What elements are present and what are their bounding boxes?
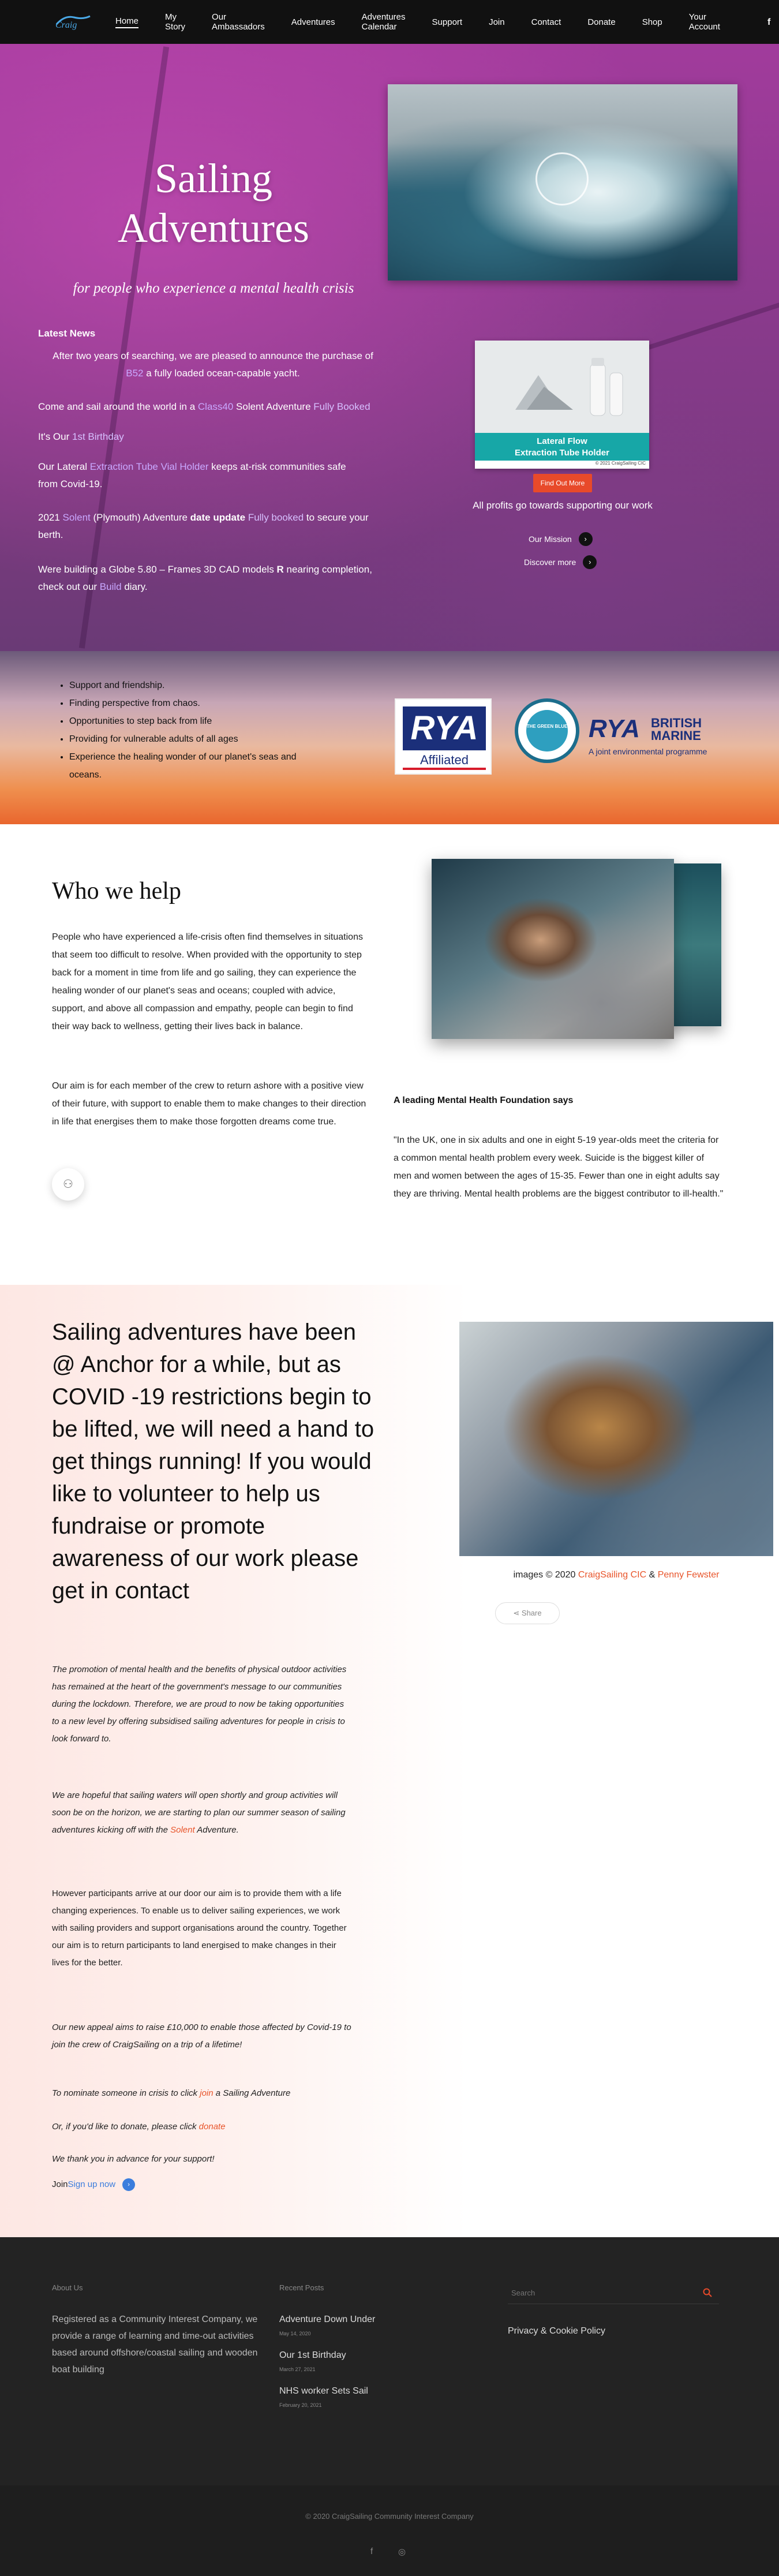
product-banner: Lateral Flow Extraction Tube Holder: [475, 433, 649, 461]
rya-british-marine-logo: RYA BRITISH MARINE A joint environmental programme: [589, 715, 707, 756]
mental-health-foundation-heading: A leading Mental Health Foundation says: [394, 1096, 574, 1105]
nav-our-ambassadors[interactable]: Our Ambassadors: [212, 12, 265, 32]
share-icon: ⋖: [513, 1609, 522, 1617]
instagram-icon[interactable]: ◎: [398, 2547, 406, 2557]
site-header: [0, 0, 779, 44]
list-item: • Finding perspective from chaos.: [69, 694, 298, 712]
footer-bottom: [0, 2485, 779, 2576]
hero-title: Sailing Adventures: [118, 155, 309, 251]
our-mission-link[interactable]: Our Mission ›: [529, 532, 593, 546]
search-input[interactable]: [510, 2288, 683, 2298]
nav-shop[interactable]: Shop: [642, 17, 662, 27]
recent-posts-heading: Recent Posts: [279, 2283, 324, 2292]
play-icon[interactable]: [535, 152, 589, 205]
volunteer-heading: Sailing adventures have been @ Anchor for a while, but as COVID -19 restrictions begin to be lifted, we will need a hand to get things running! If you would like to volunteer to help us fundraise or promote awareness of our work please get in contact: [52, 1319, 374, 1603]
svg-text:Craig: Craig: [55, 20, 77, 30]
donate-link[interactable]: donate: [199, 2122, 226, 2132]
nav-your-account[interactable]: Your Account: [688, 12, 720, 32]
first-birthday-link[interactable]: 1st Birthday: [72, 431, 124, 442]
volunteer-section: [0, 1285, 779, 2237]
list-item: • Providing for vulnerable adults of all ages: [69, 730, 298, 748]
share-button[interactable]: ⋖ Share: [495, 1602, 560, 1624]
signup-line: Join Sign up now ›: [52, 2176, 352, 2193]
arrow-right-icon: ›: [583, 555, 597, 569]
fully-booked-link-2[interactable]: Fully booked: [248, 512, 304, 523]
discover-more-link[interactable]: Discover more ›: [524, 555, 597, 569]
news-item-b52: After two years of searching, we are pleased to announce the purchase of B52 a fully loaded ocean-capable yacht.: [53, 350, 373, 379]
recent-post-link[interactable]: Our 1st Birthday: [279, 2350, 346, 2360]
search-icon[interactable]: [703, 2288, 712, 2297]
volunteer-paragraph-1: The promotion of mental health and the benefits of physical outdoor activities has remained at the heart of the government's message to our communities during the lockdown. Therefore, we are proud to now be taking opportunities to a new level by offering subsidised sailing adventures for people in crisis to look forward to.: [52, 1665, 347, 1744]
volunteer-paragraph-4: Our new appeal aims to raise £10,000 to enable those affected by Covid-19 to join the crew of CraigSailing on a trip of a lifetime!: [52, 2022, 351, 2050]
vial-holder-product-card[interactable]: [475, 341, 649, 469]
vial-holder-link[interactable]: Extraction Tube Vial Holder: [89, 461, 209, 472]
nav-adventures-calendar[interactable]: Adventures Calendar: [361, 12, 406, 32]
post-date: March 27, 2021: [279, 2366, 316, 2372]
sailor-figure-photo: [432, 859, 674, 1039]
recent-post-link[interactable]: Adventure Down Under: [279, 2315, 376, 2324]
nominate-line: To nominate someone in crisis to click join a Sailing Adventure: [52, 2088, 291, 2098]
craigsailing-credit-link[interactable]: CraigSailing CIC: [578, 1570, 647, 1580]
find-out-more-button[interactable]: Find Out More: [533, 474, 592, 492]
hero-subtitle: for people who experience a mental health crisis: [73, 281, 354, 296]
about-us-text: Registered as a Community Interest Company, we provide a range of learning and time-out activities based around offshore/coastal sailing and wooden boat building: [52, 2315, 258, 2375]
news-item-globe: Were building a Globe 5.80 – Frames 3D CAD models R nearing completion, check out our Build diary.: [38, 564, 372, 592]
recent-post-link[interactable]: NHS worker Sets Sail: [279, 2386, 368, 2396]
vial-holder-image: [475, 341, 649, 433]
list-item: • Support and friendship.: [69, 676, 298, 694]
build-link[interactable]: Build: [99, 581, 122, 592]
nav-home[interactable]: Home: [115, 16, 138, 28]
profits-statement: All profits go towards supporting our work: [473, 500, 653, 511]
arrow-right-icon[interactable]: ›: [122, 2178, 135, 2191]
nav-contact[interactable]: Contact: [531, 17, 561, 27]
arrow-right-icon: ›: [579, 532, 593, 546]
volunteer-paragraph-2: We are hopeful that sailing waters will open shortly and group activities will soon be on the horizon, we are starting to plan our summer season of sailing adventures kicking off with the Solent Adventure.: [52, 1790, 346, 1835]
fully-booked-link[interactable]: Fully Booked: [313, 401, 370, 412]
thank-you-line: We thank you in advance for your support!: [52, 2154, 215, 2164]
facebook-icon[interactable]: f: [767, 17, 771, 27]
penny-fewster-link[interactable]: Penny Fewster: [657, 1570, 720, 1580]
ocean-wave-video[interactable]: [388, 84, 737, 281]
main-nav: [115, 0, 747, 44]
rya-affiliated-logo: RYA Affiliated: [395, 698, 492, 775]
list-item: • Experience the healing wonder of our planet's seas and oceans.: [69, 748, 298, 784]
craigsailing-logo[interactable]: [53, 12, 93, 31]
nav-support[interactable]: Support: [432, 17, 463, 27]
join-link[interactable]: join: [200, 2088, 214, 2098]
nav-adventures[interactable]: Adventures: [291, 17, 335, 27]
site-footer: [0, 2237, 779, 2576]
post-date: May 14, 2020: [279, 2331, 311, 2336]
about-us-heading: About Us: [52, 2283, 83, 2292]
donate-line: Or, if you'd like to donate, please click donate: [52, 2122, 226, 2132]
anchor-chain-photo: [459, 1322, 773, 1556]
benefits-list: [55, 676, 298, 784]
green-blue-logo: THE GREEN BLUE: [515, 698, 579, 763]
news-item-class40: Come and sail around the world in a Class40 Solent Adventure Fully Booked: [38, 401, 370, 412]
solent-link[interactable]: Solent: [62, 512, 91, 523]
nav-join[interactable]: Join: [489, 17, 505, 27]
benefits-section: [0, 651, 779, 824]
mental-health-quote: "In the UK, one in six adults and one in eight 5-19 year-olds meet the criteria for a common mental health problem every week. Suicide is the biggest killer of men and women between the ages of 15-35. Fewer than one in eight adults say they are thriving. Mental health problems are the biggest contributor to ill-health.": [394, 1135, 724, 1199]
person-icon[interactable]: ⚇: [52, 1168, 84, 1201]
b52-link[interactable]: B52: [126, 368, 144, 379]
nav-donate[interactable]: Donate: [587, 17, 616, 27]
news-item-solent: 2021 Solent (Plymouth) Adventure date update Fully booked to secure your berth.: [38, 512, 369, 540]
hero-section: [0, 44, 779, 651]
privacy-policy-link[interactable]: Privacy & Cookie Policy: [508, 2326, 605, 2336]
facebook-icon[interactable]: f: [370, 2547, 373, 2556]
who-paragraph-2: Our aim is for each member of the crew to return ashore with a positive view of their future, with support to enable them to make changes to their direction in life that energises them to make those forgotten dreams come true.: [52, 1081, 366, 1127]
product-copyright: © 2021 CraigSailing CIC: [475, 461, 649, 469]
news-item-vial-holder: Our Lateral Extraction Tube Vial Holder keeps at-risk communities safe from Covid-19.: [38, 461, 346, 489]
list-item: • Opportunities to step back from life: [69, 712, 298, 730]
latest-news-heading: Latest News: [38, 328, 96, 339]
footer-search: [508, 2283, 719, 2304]
class40-link[interactable]: Class40: [197, 401, 234, 412]
sign-up-link[interactable]: Sign up now: [68, 2179, 116, 2189]
image-credit: images © 2020 CraigSailing CIC & Penny Fewster: [513, 1570, 720, 1580]
who-paragraph-1: People who have experienced a life-crisis often find themselves in situations that seem too difficult to resolve. When provided with the opportunity to step back for a moment in time from life and go sailing, they can experience the healing wonder of our planet's seas and oceans; coupled with advice, support, and above all compassion and empathy, people can begin to find their way back to wellness, getting their lives back in balance.: [52, 932, 363, 1031]
copyright-text: © 2020 CraigSailing Community Interest Company: [305, 2512, 474, 2521]
post-date: February 20, 2021: [279, 2402, 322, 2408]
who-we-help-heading: Who we help: [52, 878, 181, 904]
volunteer-paragraph-3: However participants arrive at our door our aim is to provide them with a life changing experiences. To enable us to deliver sailing experiences, we work with sailing providers and support organisations around the country. Together our aim is to return participants to land energised to make changes in their lives for the better.: [52, 1889, 347, 1968]
nav-my-story[interactable]: My Story: [165, 12, 186, 32]
solent-adventure-link[interactable]: Solent: [170, 1825, 195, 1835]
news-item-birthday: It's Our 1st Birthday: [38, 431, 124, 442]
